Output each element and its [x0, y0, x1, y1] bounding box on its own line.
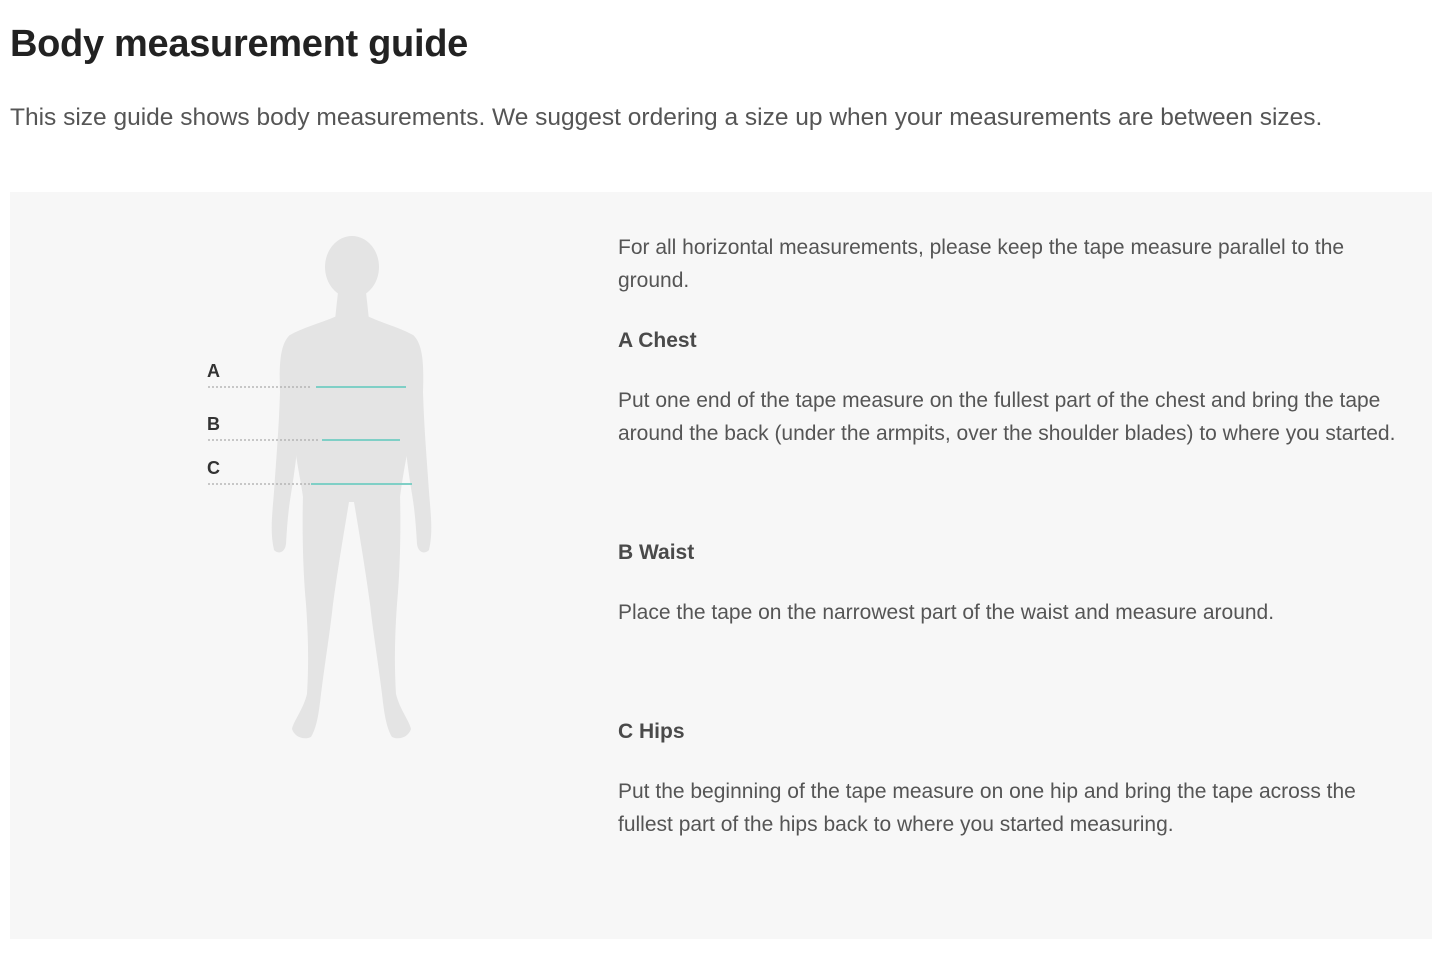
page-title: Body measurement guide — [10, 23, 468, 65]
section-body-chest: Put one end of the tape measure on the fullest part of the chest and bring the tape around the back (under the armpits, over the shoulder blades) to where you started. — [618, 389, 1396, 445]
measurement-panel — [10, 192, 1432, 939]
section-body-hips: Put the beginning of the tape measure on one hip and bring the tape across the fullest part of the hips back to where you started measuring. — [618, 780, 1356, 836]
label-c: C — [207, 458, 220, 478]
instructions — [618, 231, 1408, 841]
instructions-lead: For all horizontal measurements, please keep the tape measure parallel to the ground. — [618, 236, 1345, 292]
body-figure — [190, 232, 450, 762]
section-title-chest: A Chest — [618, 329, 697, 352]
section-title-hips: C Hips — [618, 720, 685, 743]
body-silhouette-illustration — [190, 232, 450, 762]
intro-text: This size guide shows body measurements. We suggest ordering a size up when your measurements are between sizes. — [10, 104, 1323, 131]
label-b: B — [207, 414, 220, 434]
label-a: A — [207, 361, 220, 381]
section-body-waist: Place the tape on the narrowest part of the waist and measure around. — [618, 601, 1275, 624]
body-silhouette — [272, 236, 432, 738]
section-title-waist: B Waist — [618, 541, 695, 564]
